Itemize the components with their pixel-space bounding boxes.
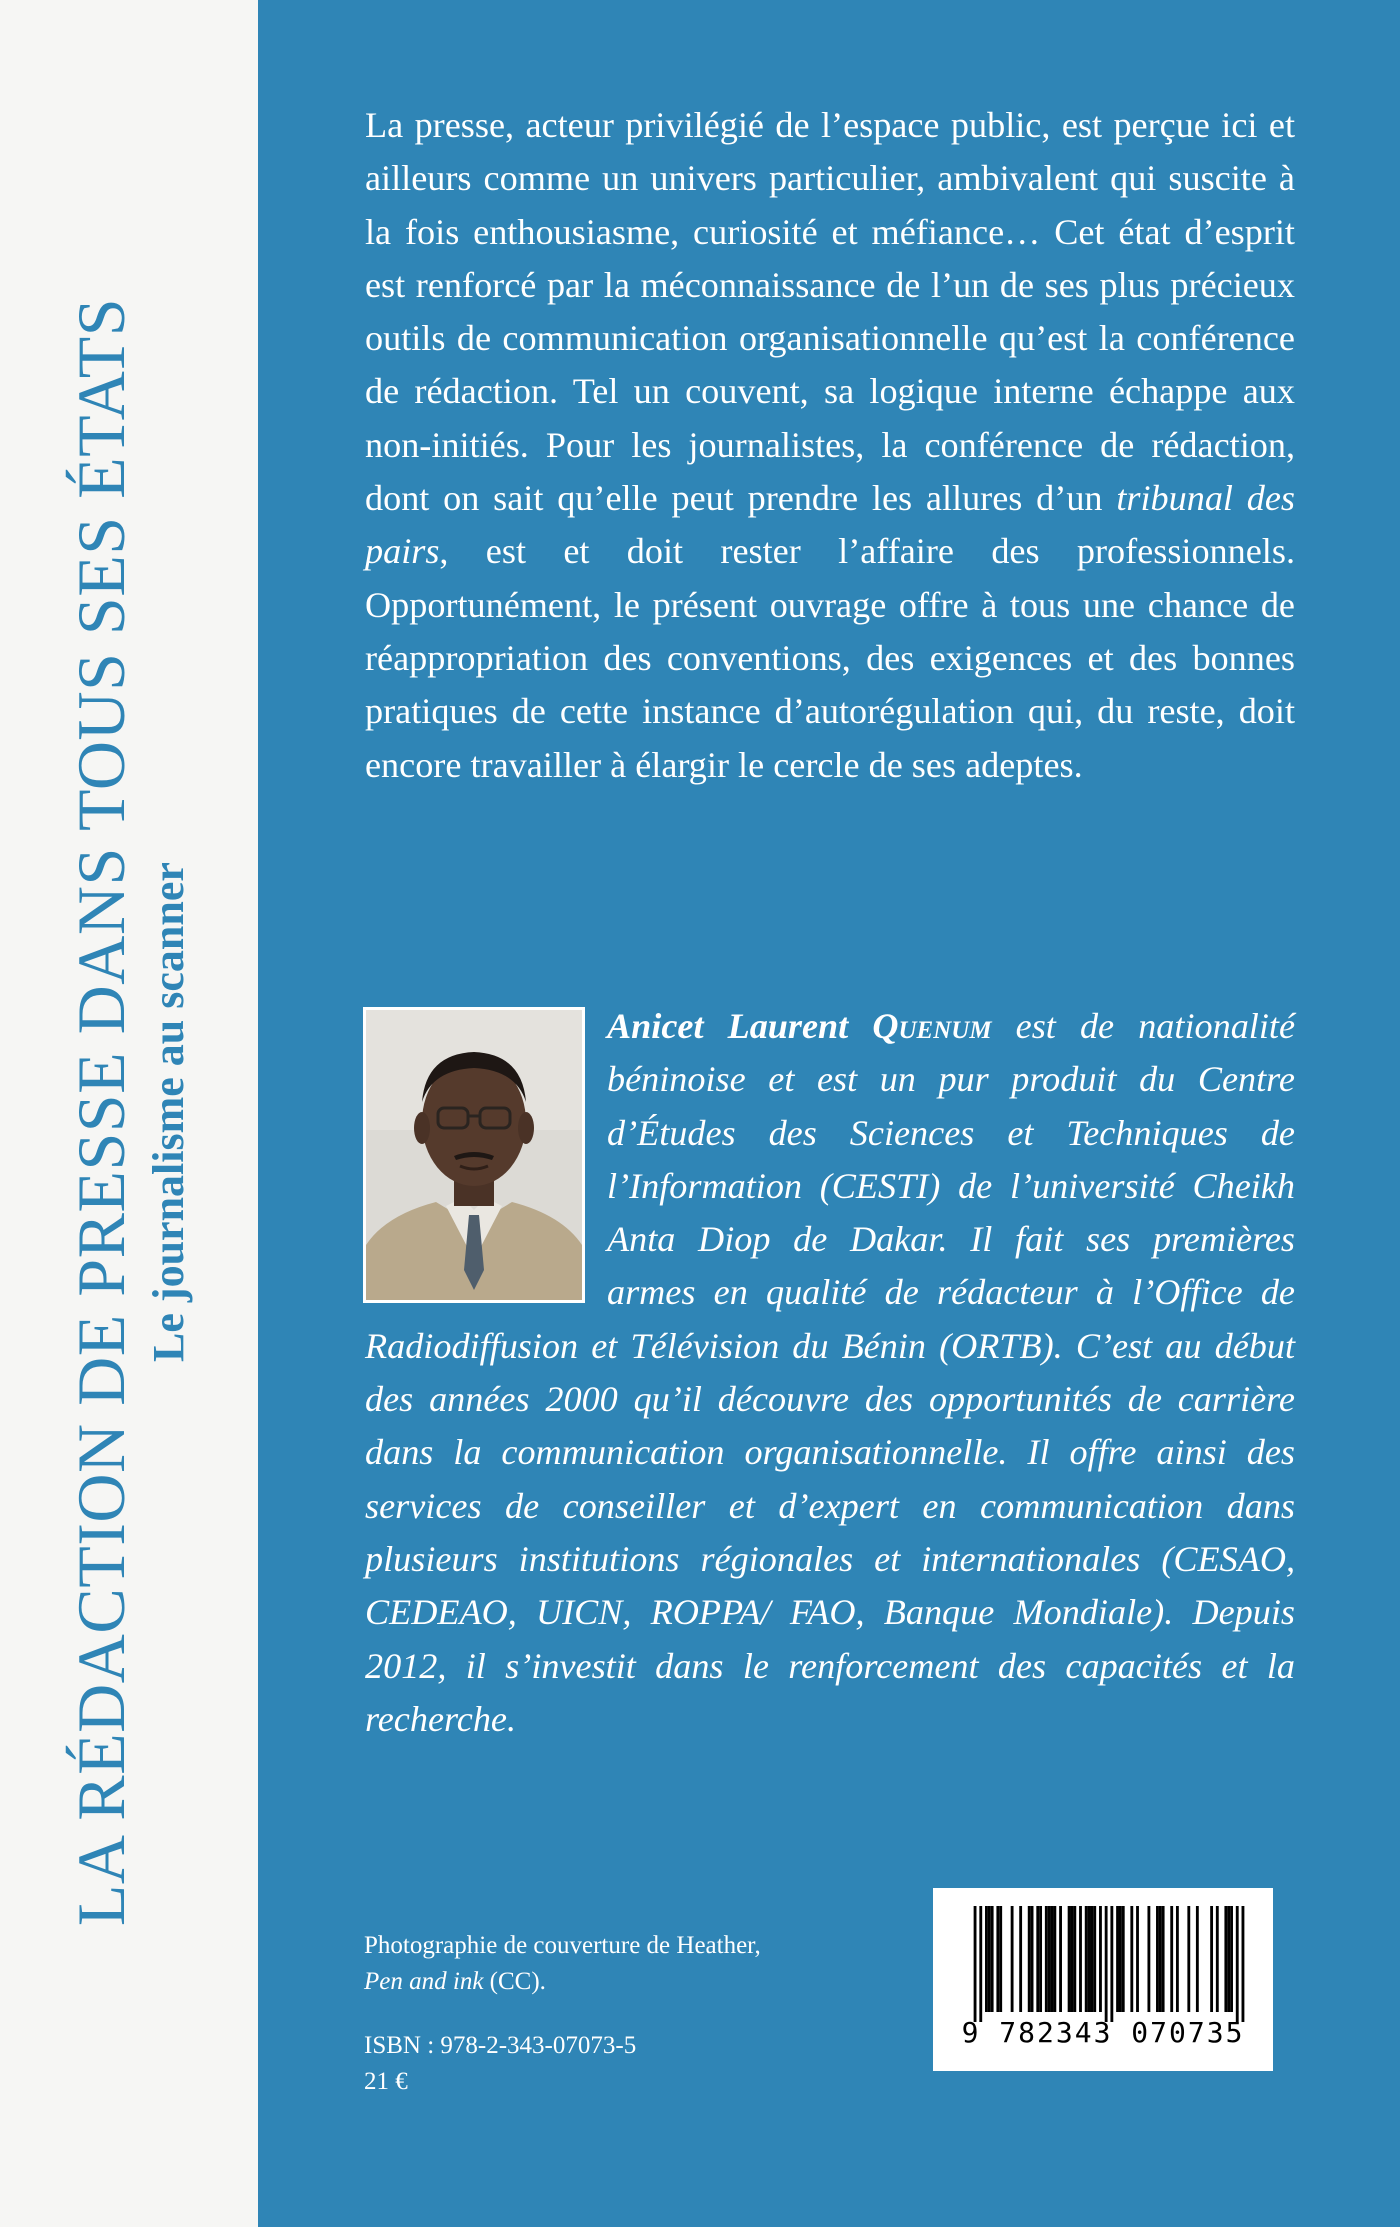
barcode-bar bbox=[1051, 1906, 1054, 2012]
isbn-block bbox=[364, 2028, 636, 2100]
barcode-bar bbox=[1210, 1906, 1213, 2012]
author-photo bbox=[363, 1007, 585, 1303]
author-surname: Quenum bbox=[872, 1006, 992, 1046]
barcode-bar bbox=[1136, 1906, 1139, 2012]
author-first-names: Anicet Laurent bbox=[607, 1006, 849, 1046]
barcode-digits: 9 782343 070735 bbox=[961, 2016, 1245, 2049]
barcode-bar bbox=[1105, 1906, 1108, 2022]
spine-subtitle: Le journalisme au scanner bbox=[144, 862, 193, 1362]
barcode-bar bbox=[1031, 1906, 1034, 2012]
barcode-bar bbox=[988, 1906, 991, 2012]
spine-text bbox=[61, 162, 197, 2062]
barcode-bar bbox=[1242, 1906, 1245, 2022]
author-bio-text: est de nationalité béninoise et est un pur produit du Centre d’Études des Sciences et Techniques de l’Information (CESTI) de l’université Cheikh Anta Diop de Dakar. Il fait ses premières armes en qualité de rédacteur à l’Office de Radiodiffusion et Télévision du Bénin (ORTB). C’est au début des années 2000 qu’il découvre des opportunités de carrière dans la communication organisationnelle. Il offre ainsi des services de conseiller et d’expert en communication dans plusieurs institutions régionales et internationales (CESAO, CEDEAO, UICN, ROPPA/ FAO, Banque Mondiale). Depuis 2012, il s’investit dans le renforcement des capacités et la recherche. bbox=[365, 1006, 1296, 1739]
author-portrait bbox=[366, 1010, 582, 1300]
barcode-bar bbox=[1230, 1906, 1233, 2012]
barcode-bar bbox=[1036, 1906, 1039, 2012]
barcode-bar bbox=[1093, 1906, 1096, 2012]
isbn-text: ISBN : 978-2-343-07073-5 bbox=[364, 2032, 637, 2059]
credits-line-2 bbox=[364, 1964, 761, 2000]
barcode-bar bbox=[1216, 1906, 1219, 2012]
barcode-bar bbox=[1088, 1906, 1091, 2012]
blurb-italic: tribunal des pairs bbox=[365, 478, 1296, 572]
barcode-bar bbox=[1176, 1906, 1179, 2012]
barcode-bar bbox=[1073, 1906, 1076, 2012]
barcode-bar bbox=[1156, 1906, 1159, 2012]
barcode-bar bbox=[1045, 1906, 1048, 2012]
spine bbox=[0, 0, 258, 2227]
blurb-text-2: , est et doit rester l’affaire des professionnels. Opportunément, le présent ouvrage offre à tous une chance de réappropriation des conventions, des exigences et des bonnes pratiques de cette instance d’autorégulation qui, du reste, doit encore travailler à élargir le cercle de ses adeptes. bbox=[365, 531, 1295, 785]
barcode-bar bbox=[1147, 1906, 1150, 2012]
barcode-bar bbox=[979, 1906, 982, 2022]
barcode-bar bbox=[1048, 1906, 1051, 2012]
barcode-bar bbox=[1162, 1906, 1165, 2012]
barcode-bar bbox=[1071, 1906, 1074, 2012]
cover-credits bbox=[364, 1928, 761, 2000]
barcode-bar bbox=[1224, 1906, 1227, 2012]
barcode-bar bbox=[1085, 1906, 1088, 2012]
barcode-bar bbox=[996, 1906, 999, 2012]
blurb-paragraph bbox=[365, 99, 1295, 792]
price: 21 € bbox=[364, 2068, 408, 2095]
barcode-bar bbox=[1227, 1906, 1230, 2012]
barcode-bar bbox=[1122, 1906, 1125, 2012]
barcode-bar bbox=[1119, 1906, 1122, 2012]
barcode-bar bbox=[1011, 1906, 1014, 2012]
blurb-text-1: La presse, acteur privilégié de l’espace public, est perçue ici et ailleurs comme un univers particulier, ambivalent qui suscite à la fois enthousiasme, curiosité et méfiance… Cet état d’esprit est renforcé par la méconnaissance de l’un de ses plus précieux outils de communication organisationnelle qu’est la conférence de rédaction. Tel un couvent, sa logique interne échappe aux non-initiés. Pour les journalistes, la conférence de rédaction, dont on sait qu’elle peut prendre les allures d’un bbox=[365, 105, 1295, 519]
barcode-bar bbox=[1019, 1906, 1022, 2012]
spine-title: LA RÉDACTION DE PRESSE DANS TOUS SES ÉTATS bbox=[63, 297, 139, 1927]
barcode-bar bbox=[1236, 1906, 1239, 2022]
barcode bbox=[933, 1888, 1273, 2071]
credits-line-1: Photographie de couverture de Heather, bbox=[364, 1932, 761, 1959]
barcode-bar bbox=[1196, 1906, 1199, 2012]
barcode-bar bbox=[974, 1906, 977, 2022]
credits-rest: (CC). bbox=[483, 1968, 546, 1995]
barcode-bar bbox=[1053, 1906, 1056, 2012]
barcode-bar bbox=[1068, 1906, 1071, 2012]
barcode-bar bbox=[1110, 1906, 1113, 2022]
barcode-bar bbox=[1099, 1906, 1102, 2012]
barcode-bar bbox=[1039, 1906, 1042, 2012]
barcode-bar bbox=[1170, 1906, 1173, 2012]
barcode-bar bbox=[1059, 1906, 1062, 2012]
barcode-bar bbox=[999, 1906, 1002, 2012]
barcode-bar bbox=[985, 1906, 988, 2012]
barcode-bar bbox=[1090, 1906, 1093, 2012]
credits-italic: Pen and ink bbox=[364, 1968, 484, 1995]
barcode-bar bbox=[1079, 1906, 1082, 2012]
barcode-bar bbox=[1028, 1906, 1031, 2012]
barcode-bar bbox=[1116, 1906, 1119, 2012]
barcode-bar bbox=[1130, 1906, 1133, 2012]
barcode-bar bbox=[991, 1906, 994, 2012]
barcode-bar bbox=[1159, 1906, 1162, 2012]
barcode-bar bbox=[1187, 1906, 1190, 2012]
